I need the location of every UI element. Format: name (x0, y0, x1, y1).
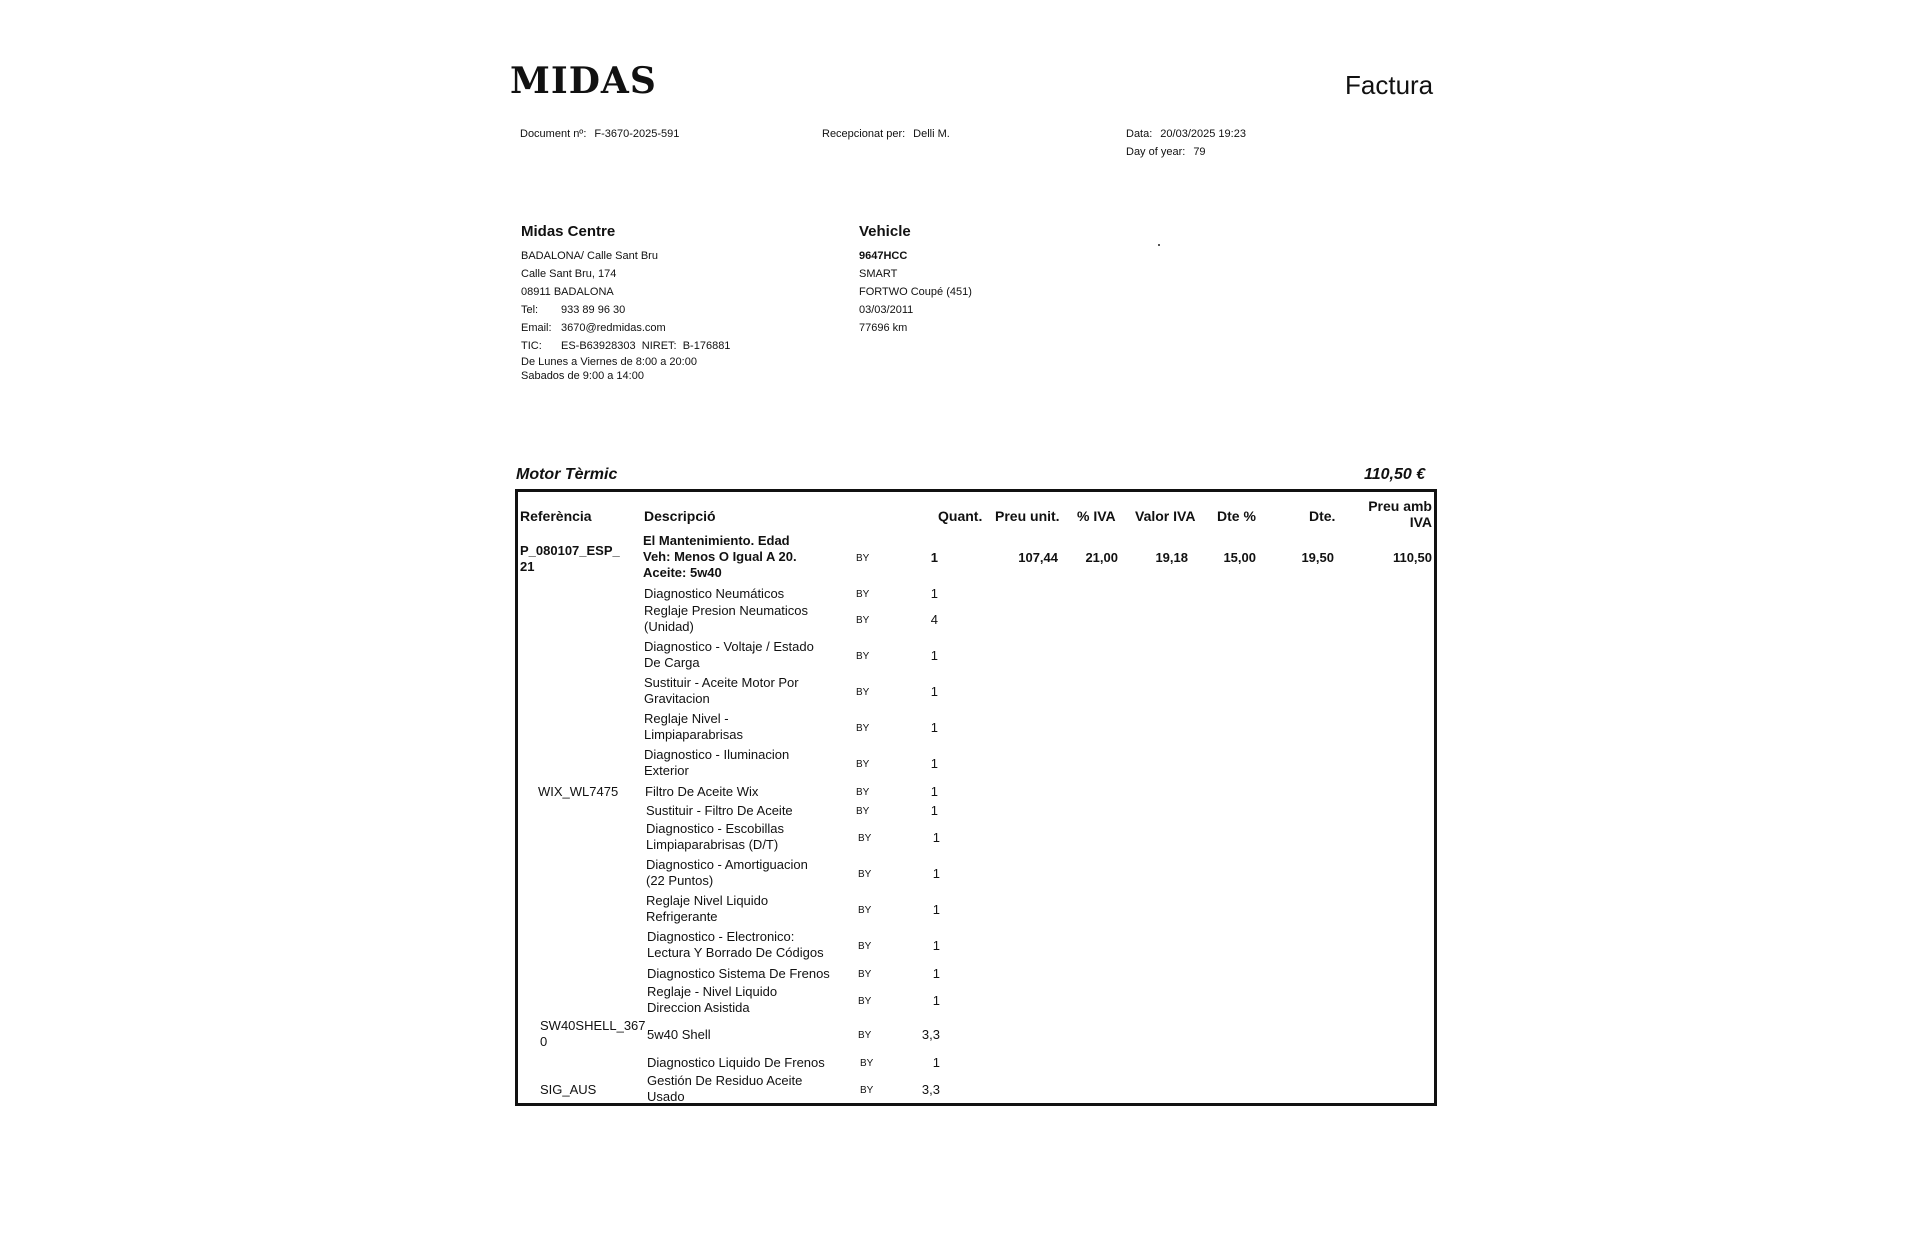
row-12-code: BY (858, 941, 872, 952)
row-0-ref-line2: 21 (520, 559, 535, 574)
row-5-desc-line1: Reglaje Nivel - (644, 711, 729, 726)
row-2-desc-line2: (Unidad) (644, 619, 694, 634)
row-17-desc-line2: Usado (647, 1089, 685, 1104)
shop-email (521, 319, 730, 337)
row-2-desc (644, 603, 808, 635)
row-14-qty: 1 (932, 993, 940, 1008)
email-label: Email: (521, 322, 552, 334)
row-17-code: BY (860, 1085, 874, 1096)
vehicle-block (859, 223, 972, 337)
row-0-iva-val: 19,18 (1155, 550, 1188, 565)
row-3-qty: 1 (930, 648, 938, 663)
tic-label: TIC: (521, 340, 542, 352)
row-7-code: BY (856, 787, 870, 798)
vehicle-plate: 9647HCC (859, 250, 908, 262)
row-0-desc-line1: El Mantenimiento. Edad (643, 533, 790, 548)
vehicle-model: FORTWO Coupé (451) (859, 286, 972, 298)
row-6-desc-line1: Diagnostico - Iluminacion (644, 747, 790, 762)
row-11-desc (646, 893, 768, 925)
shop-line-2: Calle Sant Bru, 174 (521, 268, 617, 280)
document-title: Factura (1345, 70, 1434, 100)
row-9-desc (646, 821, 784, 853)
row-0-iva-pct: 21,00 (1085, 550, 1118, 565)
col-iva-pct-header: % IVA (1077, 508, 1116, 524)
row-13-code: BY (858, 969, 872, 980)
row-0-qty: 1 (930, 550, 938, 565)
row-0-desc (643, 533, 797, 581)
row-13-qty: 1 (932, 966, 940, 981)
shop-hours-saturday: Sabados de 9:00 a 14:00 (521, 370, 644, 382)
document-number (520, 125, 679, 143)
row-4-desc-line1: Sustituir - Aceite Motor Por (644, 675, 799, 690)
row-6-desc (644, 747, 789, 779)
row-1-qty: 1 (930, 586, 938, 601)
row-10-code: BY (858, 869, 872, 880)
row-3-code: BY (856, 651, 870, 662)
row-0-desc-line2: Veh: Menos O Igual A 20. (643, 549, 797, 564)
row-5-qty: 1 (930, 720, 938, 735)
shop-address-block (521, 223, 730, 383)
row-2-qty: 4 (930, 612, 938, 627)
row-17-qty: 3,3 (921, 1082, 940, 1097)
tic-value: ES-B63928303 (561, 340, 636, 352)
phone-label: Tel: (521, 304, 539, 316)
row-15-code: BY (858, 1030, 872, 1041)
row-12-qty: 1 (932, 938, 940, 953)
niret-value: B-176881 (682, 340, 731, 352)
col-total-header-line1: Preu amb (1368, 498, 1432, 514)
row-15-ref (540, 1018, 646, 1050)
row-4-desc-line2: Gravitacion (644, 691, 710, 706)
row-12-desc-line2: Lectura Y Borrado De Códigos (647, 945, 824, 960)
row-17-desc-line1: Gestión De Residuo Aceite (647, 1073, 803, 1088)
row-15-desc: 5w40 Shell (647, 1027, 711, 1042)
row-0-dte-pct: 15,00 (1223, 550, 1256, 565)
day-of-year-label: Day of year: (1126, 146, 1186, 158)
row-8-code: BY (856, 806, 870, 817)
row-0-unit-price: 107,44 (1018, 550, 1058, 565)
phone-value: 933 89 96 30 (561, 304, 626, 316)
row-4-qty: 1 (930, 684, 938, 699)
row-17-ref: SIG_AUS (540, 1082, 597, 1097)
row-12-desc-line1: Diagnostico - Electronico: (647, 929, 795, 944)
col-dte-pct-header: Dte % (1217, 508, 1256, 524)
shop-line-1: BADALONA/ Calle Sant Bru (521, 250, 658, 262)
row-11-code: BY (858, 905, 872, 916)
shop-name: Midas Centre (521, 223, 616, 240)
row-13-desc: Diagnostico Sistema De Frenos (647, 966, 830, 981)
row-14-desc-line2: Direccion Asistida (647, 1000, 750, 1015)
row-3-desc-line2: De Carga (644, 655, 700, 670)
shop-hours-weekdays: De Lunes a Viernes de 8:00 a 20:00 (521, 356, 697, 368)
col-total-header-line2: IVA (1409, 514, 1432, 530)
shop-phone (521, 301, 730, 319)
col-unit-header: Preu unit. (995, 508, 1060, 524)
row-7-qty: 1 (930, 784, 938, 799)
row-6-code: BY (856, 759, 870, 770)
date-value: 20/03/2025 19:23 (1160, 128, 1246, 140)
document-date (1126, 125, 1246, 161)
row-0-ref (520, 543, 620, 575)
row-16-code: BY (860, 1058, 874, 1069)
row-0-dte: 19,50 (1301, 550, 1334, 565)
vehicle-date: 03/03/2011 (859, 304, 914, 316)
document-number-label: Document nº: (520, 128, 587, 140)
row-4-code: BY (856, 687, 870, 698)
row-7-desc: Filtro De Aceite Wix (645, 784, 759, 799)
vehicle-km: 77696 km (859, 322, 908, 334)
row-14-desc (647, 984, 777, 1016)
row-14-code: BY (858, 996, 872, 1007)
row-2-desc-line1: Reglaje Presion Neumaticos (644, 603, 809, 618)
row-8-qty: 1 (930, 803, 938, 818)
row-9-qty: 1 (932, 830, 940, 845)
document-number-value: F-3670-2025-591 (594, 128, 680, 140)
row-10-desc-line2: (22 Puntos) (646, 873, 714, 888)
col-qty-header: Quant. (938, 508, 983, 524)
col-ref-header: Referència (520, 508, 592, 524)
scan-speck (1158, 244, 1160, 246)
row-10-desc (646, 857, 808, 889)
row-1-desc: Diagnostico Neumáticos (644, 586, 785, 601)
email-value: 3670@redmidas.com (561, 322, 666, 334)
row-15-ref-line2: 0 (540, 1034, 548, 1049)
midas-logo: MIDAS (510, 60, 657, 102)
row-1-code: BY (856, 589, 870, 600)
row-15-ref-line1: SW40SHELL_367 (540, 1018, 646, 1033)
col-desc-header: Descripció (644, 508, 716, 524)
row-6-desc-line2: Exterior (644, 763, 689, 778)
received-by-value: Delli M. (913, 128, 950, 140)
row-3-desc-line1: Diagnostico - Voltaje / Estado (644, 639, 814, 654)
row-0-desc-line3: Aceite: 5w40 (643, 565, 722, 580)
row-8-desc: Sustituir - Filtro De Aceite (646, 803, 793, 818)
row-17-desc (647, 1073, 802, 1105)
row-15-qty: 3,3 (921, 1027, 940, 1042)
row-2-code: BY (856, 615, 870, 626)
row-0-total: 110,50 (1392, 550, 1432, 565)
row-10-qty: 1 (932, 866, 940, 881)
row-9-desc-line1: Diagnostico - Escobillas (646, 821, 785, 836)
row-5-code: BY (856, 723, 870, 734)
col-total-header (1356, 498, 1432, 530)
row-0-ref-line1: P_080107_ESP_ (520, 543, 620, 558)
niret-label: NIRET: (641, 340, 677, 352)
vehicle-brand: SMART (859, 268, 898, 280)
row-11-desc-line2: Refrigerante (646, 909, 718, 924)
items-table (515, 489, 1437, 1106)
row-6-qty: 1 (930, 756, 938, 771)
row-10-desc-line1: Diagnostico - Amortiguacion (646, 857, 808, 872)
row-5-desc-line2: Limpiaparabrisas (644, 727, 743, 742)
row-9-desc-line2: Limpiaparabrisas (D/T) (646, 837, 779, 852)
row-14-desc-line1: Reglaje - Nivel Liquido (647, 984, 778, 999)
section-total: 110,50 € (1364, 466, 1426, 483)
shop-tax-ids (521, 337, 730, 355)
date-label: Data: (1126, 128, 1153, 140)
section-title: Motor Tèrmic (516, 466, 618, 483)
day-of-year-value: 79 (1193, 146, 1206, 158)
row-12-desc (647, 929, 824, 961)
row-0-code: BY (856, 553, 870, 564)
col-iva-val-header: Valor IVA (1135, 508, 1196, 524)
row-5-desc (644, 711, 743, 743)
shop-line-3: 08911 BADALONA (521, 286, 614, 298)
row-16-desc: Diagnostico Liquido De Frenos (647, 1055, 825, 1070)
row-4-desc (644, 675, 799, 707)
received-by (822, 125, 950, 143)
row-9-code: BY (858, 833, 872, 844)
row-11-qty: 1 (932, 902, 940, 917)
received-by-label: Recepcionat per: (822, 128, 906, 140)
vehicle-heading: Vehicle (859, 223, 911, 240)
col-dte-header: Dte. (1309, 508, 1336, 524)
row-7-ref: WIX_WL7475 (538, 784, 619, 799)
row-11-desc-line1: Reglaje Nivel Liquido (646, 893, 769, 908)
row-16-qty: 1 (932, 1055, 940, 1070)
row-3-desc (644, 639, 814, 671)
